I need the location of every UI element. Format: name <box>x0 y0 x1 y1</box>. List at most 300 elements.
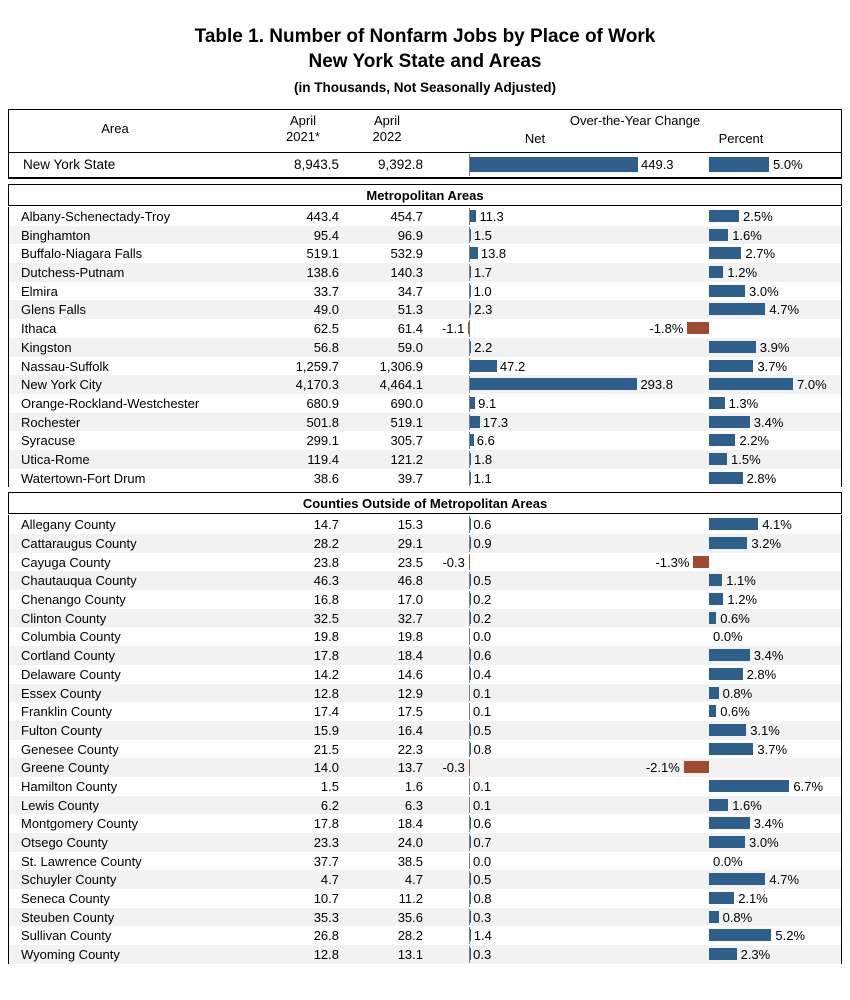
row-net-bar-cell <box>429 814 641 833</box>
row-net-bar-cell <box>429 665 641 684</box>
row-net-bar-cell <box>429 684 641 703</box>
table-row <box>9 684 841 703</box>
row-percent-bar-cell <box>641 375 849 394</box>
table-row <box>9 926 841 945</box>
percent-value-label: 0.6% <box>720 704 750 720</box>
page-subtitle: (in Thousands, Not Seasonally Adjusted) <box>293 80 557 95</box>
row-value-april-2021: 14.2 <box>313 666 339 682</box>
section-rows <box>8 207 842 487</box>
net-bar <box>470 416 480 428</box>
row-value-april-2022: 18.4 <box>397 816 423 832</box>
row-value-april-2022: 4,464.1 <box>379 377 423 393</box>
row-area-name: Seneca County <box>21 891 110 907</box>
row-area-name: Essex County <box>21 685 102 701</box>
table-row <box>9 319 841 338</box>
percent-value-label: 1.5% <box>731 451 761 467</box>
row-value-april-2022: 17.0 <box>397 592 423 608</box>
row-value-april-2022: 305.7 <box>390 433 423 449</box>
percent-value-label: 6.7% <box>793 778 824 794</box>
net-value-label: 0.8 <box>473 891 492 907</box>
net-value-label: 0.4 <box>473 666 492 682</box>
row-net-bar-cell <box>429 777 641 796</box>
net-value-label: 1.0 <box>473 283 492 299</box>
table-row <box>9 534 841 553</box>
percent-value-label: 3.4% <box>753 414 784 430</box>
row-net-bar-cell <box>429 702 641 721</box>
row-area-name: Franklin County <box>21 704 113 720</box>
row-percent-bar-cell <box>641 908 849 927</box>
table-row <box>9 553 841 572</box>
row-value-april-2022: 23.5 <box>397 554 423 570</box>
row-area-name: Watertown-Fort Drum <box>21 470 146 486</box>
row-area-name: Greene County <box>21 760 110 776</box>
row-value-april-2022: 34.7 <box>397 283 423 299</box>
percent-value-label: 0.8% <box>722 909 753 925</box>
row-value-april-2021: 14.0 <box>313 760 339 776</box>
row-value-april-2021: 49.0 <box>313 302 339 318</box>
row-area-name: Montgomery County <box>21 816 139 832</box>
row-net-bar-cell <box>429 609 641 628</box>
net-value-label: 11.3 <box>479 209 504 224</box>
percent-bar <box>709 817 750 829</box>
row-area-name: Otsego County <box>21 835 108 850</box>
row-value-april-2021: 6.2 <box>320 797 339 813</box>
percent-value-label: 1.6% <box>732 797 762 813</box>
table-row <box>9 357 841 376</box>
row-percent-bar-cell <box>641 263 849 282</box>
row-percent-bar-cell <box>641 226 849 245</box>
row-net-bar-cell <box>429 319 641 338</box>
percent-bar <box>709 247 741 259</box>
row-value-april-2021: 62.5 <box>313 321 339 337</box>
row-value-april-2021: 35.3 <box>313 909 339 925</box>
row-area-name: St. Lawrence County <box>21 853 142 869</box>
table-row <box>9 721 841 740</box>
percent-bar <box>709 836 745 848</box>
row-value-april-2021: 15.9 <box>313 722 339 738</box>
row-value-april-2022: 14.6 <box>397 666 423 682</box>
row-value-april-2022: 532.9 <box>390 246 423 262</box>
table-row <box>9 646 841 665</box>
row-net-bar-cell <box>429 740 641 759</box>
percent-bar <box>709 360 753 372</box>
net-value-label: 0.1 <box>473 704 492 720</box>
row-percent-bar-cell <box>641 153 849 177</box>
percent-value-label: 3.4% <box>753 648 784 664</box>
row-value-april-2022: 96.9 <box>397 227 423 243</box>
percent-value-label: 4.7% <box>769 872 800 888</box>
net-value-label: 0.2 <box>473 592 492 608</box>
percent-value-label: 3.9% <box>759 339 790 355</box>
row-percent-bar-cell <box>641 357 849 376</box>
row-value-april-2021: 33.7 <box>313 283 339 299</box>
net-value-label: 0.0 <box>473 629 492 645</box>
row-value-april-2021: 680.9 <box>306 395 339 411</box>
net-value-label: 9.1 <box>478 395 497 411</box>
table-row <box>9 263 841 282</box>
net-bar <box>470 157 638 172</box>
percent-value-label: 2.8% <box>746 666 777 682</box>
row-area-name: Ithaca <box>21 321 57 337</box>
percent-bar <box>709 649 750 661</box>
percent-bar <box>709 229 728 241</box>
row-value-april-2021: 519.1 <box>306 246 339 262</box>
row-value-april-2021: 38.6 <box>313 470 339 486</box>
row-value-april-2022: 46.8 <box>397 573 423 589</box>
table-row <box>9 814 841 833</box>
net-bar <box>470 434 474 446</box>
percent-value-label: 1.2% <box>727 592 758 608</box>
row-percent-bar-cell <box>641 207 849 226</box>
net-value-label: 13.8 <box>480 246 507 262</box>
table-row <box>9 609 841 628</box>
row-value-april-2021: 1,259.7 <box>295 358 339 374</box>
row-percent-bar-cell <box>641 852 849 871</box>
percent-bar <box>709 687 719 699</box>
percent-value-label: 1.6% <box>732 227 762 243</box>
net-bar <box>470 229 471 241</box>
row-net-bar-cell <box>429 338 641 357</box>
table-header <box>8 109 842 153</box>
row-value-april-2022: 4.7 <box>404 872 423 888</box>
row-net-bar-cell <box>429 721 641 740</box>
table-row <box>9 450 841 469</box>
percent-bar <box>709 929 771 941</box>
row-area-name: Fulton County <box>21 722 102 738</box>
percent-value-label: 0.6% <box>720 610 750 626</box>
row-net-bar-cell <box>429 375 673 394</box>
row-value-april-2021: 28.2 <box>313 536 339 551</box>
row-net-bar-cell <box>429 646 641 665</box>
table-row <box>9 777 841 796</box>
table-row <box>9 740 841 759</box>
net-bar <box>470 247 478 259</box>
percent-value-label: 3.4% <box>753 816 784 832</box>
percent-bar <box>709 780 789 792</box>
net-value-label: 1.7 <box>473 265 493 281</box>
table-row <box>9 702 841 721</box>
net-zero-line <box>469 853 470 870</box>
row-percent-bar-cell <box>641 926 849 945</box>
row-net-bar-cell <box>429 207 641 226</box>
row-value-april-2022: 13.1 <box>397 947 423 963</box>
table-row <box>9 590 841 609</box>
percent-bar <box>709 574 722 586</box>
row-area-name: Cayuga County <box>21 554 111 570</box>
row-value-april-2022: 6.3 <box>404 797 423 813</box>
row-net-bar-cell <box>429 515 641 534</box>
column-header-april-2021-line1: April <box>289 113 316 128</box>
row-value-april-2022: 35.6 <box>397 909 423 925</box>
column-header-april-2022-line1: April <box>373 113 400 128</box>
row-area-name: Kingston <box>21 339 72 355</box>
row-area-name: Elmira <box>21 283 58 299</box>
row-value-april-2022: 454.7 <box>390 209 423 224</box>
row-percent-bar-cell <box>641 244 849 263</box>
row-percent-bar-cell <box>641 777 849 796</box>
row-area-name: Allegany County <box>21 517 116 533</box>
row-value-april-2022: 140.3 <box>390 265 423 281</box>
percent-bar <box>709 518 758 530</box>
row-percent-bar-cell <box>641 945 849 964</box>
row-value-april-2021: 32.5 <box>313 610 339 626</box>
percent-bar <box>709 453 727 465</box>
row-area-name: Steuben County <box>21 909 115 925</box>
percent-bar <box>709 157 769 172</box>
row-net-bar-cell <box>429 908 641 927</box>
percent-bar <box>693 556 709 568</box>
net-value-label: 2.3 <box>474 302 493 318</box>
net-value-label: 0.6 <box>473 816 492 832</box>
row-percent-bar-cell <box>641 627 849 646</box>
percent-bar <box>709 210 739 222</box>
percent-value-label: -1.8% <box>649 321 684 337</box>
row-net-bar-cell <box>429 244 641 263</box>
net-bar <box>470 537 471 549</box>
column-header-over-the-year-change: Over-the-Year Change <box>569 113 701 128</box>
net-value-label: 0.8 <box>473 741 492 757</box>
percent-bar <box>709 434 735 446</box>
row-value-april-2022: 32.7 <box>397 610 423 626</box>
row-area-name: Genesee County <box>21 741 119 757</box>
percent-bar <box>709 724 746 736</box>
row-percent-bar-cell <box>641 702 849 721</box>
table-row <box>9 244 841 263</box>
table-row <box>9 833 841 852</box>
table-row <box>9 908 841 927</box>
row-area-name: Nassau-Suffolk <box>21 358 109 374</box>
row-value-april-2022: 1,306.9 <box>379 358 423 374</box>
row-net-bar-cell <box>429 469 641 488</box>
row-area-name: Wyoming County <box>21 947 120 963</box>
table-row <box>9 394 841 413</box>
net-value-label: 0.5 <box>473 722 492 738</box>
row-value-april-2021: 501.8 <box>306 414 339 430</box>
net-value-label: 0.7 <box>473 835 492 850</box>
page-title-line-2: New York State and Areas <box>308 51 542 72</box>
net-value-label: 0.2 <box>473 610 492 626</box>
row-area-name: Orange-Rockland-Westchester <box>21 395 200 411</box>
table-row <box>9 889 841 908</box>
row-percent-bar-cell <box>641 796 849 815</box>
percent-value-label: 7.0% <box>797 377 827 393</box>
net-value-label: 0.5 <box>473 573 492 589</box>
row-value-april-2022: 24.0 <box>397 835 423 850</box>
table-row <box>9 796 841 815</box>
row-value-april-2021: 23.3 <box>313 835 339 850</box>
row-area-name: Cattaraugus County <box>21 536 137 551</box>
row-value-april-2021: 95.4 <box>313 227 339 243</box>
row-value-april-2021: 16.8 <box>313 592 339 608</box>
row-percent-bar-cell <box>641 590 849 609</box>
row-area-name: Sullivan County <box>21 928 112 944</box>
percent-value-label: 2.8% <box>746 470 777 486</box>
table-body <box>8 153 842 964</box>
net-zero-line <box>469 628 470 645</box>
percent-bar <box>709 537 747 549</box>
row-net-bar-cell <box>429 833 641 852</box>
row-area-name: Buffalo-Niagara Falls <box>21 246 143 262</box>
table-row <box>9 870 841 889</box>
net-bar <box>470 472 471 484</box>
row-area-name: Rochester <box>21 414 81 430</box>
section-rows <box>8 515 842 964</box>
row-value-april-2021: 443.4 <box>306 209 339 224</box>
table-row <box>9 515 841 534</box>
percent-bar <box>709 341 756 353</box>
row-value-april-2021: 46.3 <box>313 573 339 589</box>
row-value-april-2022: 16.4 <box>397 722 423 738</box>
row-net-bar-cell <box>429 553 641 572</box>
row-value-april-2021: 17.8 <box>313 816 339 832</box>
column-header-april-2021 <box>267 110 339 145</box>
net-zero-line <box>469 554 470 571</box>
column-header-area: Area <box>101 121 129 136</box>
row-value-april-2022: 690.0 <box>390 395 423 411</box>
net-value-label: 47.2 <box>499 358 526 374</box>
row-area-name: Syracuse <box>21 433 76 449</box>
row-percent-bar-cell <box>641 646 849 665</box>
net-value-label: 17.3 <box>482 414 509 430</box>
percent-bar <box>709 593 723 605</box>
row-area-name: Schuyler County <box>21 872 117 888</box>
percent-value-label: -2.1% <box>645 760 680 776</box>
row-net-bar-cell <box>429 534 641 553</box>
row-value-april-2021: 12.8 <box>313 947 339 963</box>
net-value-label: -0.3 <box>442 554 465 570</box>
table-row <box>9 758 841 777</box>
row-value-april-2021: 4.7 <box>320 872 339 888</box>
table-row <box>9 945 841 964</box>
percent-bar <box>709 303 765 315</box>
row-percent-bar-cell <box>641 413 849 432</box>
row-value-april-2022: 1.6 <box>404 778 423 794</box>
row-area-name: Utica-Rome <box>21 451 90 467</box>
row-value-april-2022: 59.0 <box>397 339 423 355</box>
row-value-april-2022: 38.5 <box>397 853 423 869</box>
row-value-april-2021: 4,170.3 <box>295 377 339 393</box>
row-value-april-2022: 22.3 <box>397 741 423 757</box>
row-value-april-2022: 519.1 <box>390 414 423 430</box>
row-area-name: Hamilton County <box>21 778 118 794</box>
row-net-bar-cell <box>429 889 641 908</box>
column-header-april-2022 <box>351 110 423 145</box>
percent-value-label: 3.7% <box>757 741 788 757</box>
net-value-label: 0.1 <box>473 797 492 813</box>
table-row <box>9 153 841 178</box>
net-bar <box>470 378 637 390</box>
row-value-april-2022: 19.8 <box>397 629 423 645</box>
row-value-april-2022: 11.2 <box>398 891 423 907</box>
row-percent-bar-cell <box>641 282 849 301</box>
row-percent-bar-cell <box>641 721 849 740</box>
table-row <box>9 852 841 871</box>
page-title-line-1: Table 1. Number of Nonfarm Jobs by Place of Work <box>194 26 656 47</box>
row-value-april-2021: 138.6 <box>306 265 339 281</box>
row-net-bar-cell <box>429 852 641 871</box>
table-row <box>9 226 841 245</box>
percent-value-label: 3.7% <box>757 358 788 374</box>
row-percent-bar-cell <box>641 814 849 833</box>
net-value-label: 0.6 <box>473 517 492 533</box>
percent-bar <box>709 416 750 428</box>
percent-value-label: 0.8% <box>722 685 753 701</box>
net-bar <box>470 453 471 465</box>
row-net-bar-cell <box>429 282 641 301</box>
row-percent-bar-cell <box>641 534 849 553</box>
row-value-april-2022: 15.3 <box>397 517 423 533</box>
row-value-april-2022: 9,392.8 <box>377 157 423 172</box>
row-percent-bar-cell <box>641 571 849 590</box>
row-percent-bar-cell <box>641 553 849 572</box>
row-value-april-2022: 12.9 <box>397 685 423 701</box>
net-bar <box>470 266 471 278</box>
row-net-bar-cell <box>429 394 641 413</box>
net-value-label: 0.5 <box>473 872 492 888</box>
row-value-april-2021: 21.5 <box>313 741 339 757</box>
row-value-april-2021: 19.8 <box>313 629 339 645</box>
row-net-bar-cell <box>429 590 641 609</box>
net-zero-line <box>469 320 470 337</box>
row-net-bar-cell <box>429 945 641 964</box>
row-area-name: Lewis County <box>21 797 100 813</box>
row-percent-bar-cell <box>641 889 849 908</box>
column-header-percent: Percent <box>718 131 764 146</box>
row-value-april-2021: 12.8 <box>313 685 339 701</box>
section-header: Metropolitan Areas <box>8 184 842 206</box>
row-percent-bar-cell <box>641 469 849 488</box>
row-value-april-2022: 61.4 <box>397 321 423 337</box>
row-area-name: Glens Falls <box>21 302 87 318</box>
percent-value-label: 0.0% <box>713 629 743 645</box>
row-area-name: New York City <box>21 377 102 393</box>
row-value-april-2021: 17.8 <box>313 648 339 664</box>
row-value-april-2021: 8,943.5 <box>293 157 339 172</box>
net-value-label: 0.1 <box>473 685 492 701</box>
percent-value-label: 3.0% <box>749 283 779 299</box>
percent-bar <box>709 743 753 755</box>
row-percent-bar-cell <box>641 833 849 852</box>
row-net-bar-cell <box>429 226 641 245</box>
row-percent-bar-cell <box>641 758 849 777</box>
percent-bar <box>709 378 793 390</box>
percent-value-label: 0.0% <box>713 853 743 869</box>
row-value-april-2021: 17.4 <box>313 704 339 720</box>
row-value-april-2022: 17.5 <box>397 704 423 720</box>
row-percent-bar-cell <box>641 338 849 357</box>
net-value-label: 6.6 <box>476 433 495 449</box>
row-net-bar-cell <box>429 413 641 432</box>
net-value-label: 1.5 <box>473 227 492 243</box>
table-row <box>9 282 841 301</box>
title-block <box>8 0 842 99</box>
table-row <box>9 300 841 319</box>
percent-value-label: -1.3% <box>655 554 690 570</box>
percent-value-label: 3.0% <box>749 835 779 850</box>
row-value-april-2022: 18.4 <box>397 648 423 664</box>
percent-value-label: 2.1% <box>738 891 768 907</box>
percent-value-label: 2.2% <box>739 433 770 449</box>
percent-value-label: 1.3% <box>728 395 759 411</box>
row-percent-bar-cell <box>641 450 849 469</box>
net-value-label: 0.3 <box>473 947 492 963</box>
row-value-april-2022: 29.1 <box>397 536 423 551</box>
percent-bar <box>684 761 709 773</box>
percent-bar <box>709 266 723 278</box>
row-area-name: Chautauqua County <box>21 573 137 589</box>
net-value-label: 293.8 <box>640 377 673 393</box>
row-area-name: New York State <box>23 157 116 172</box>
